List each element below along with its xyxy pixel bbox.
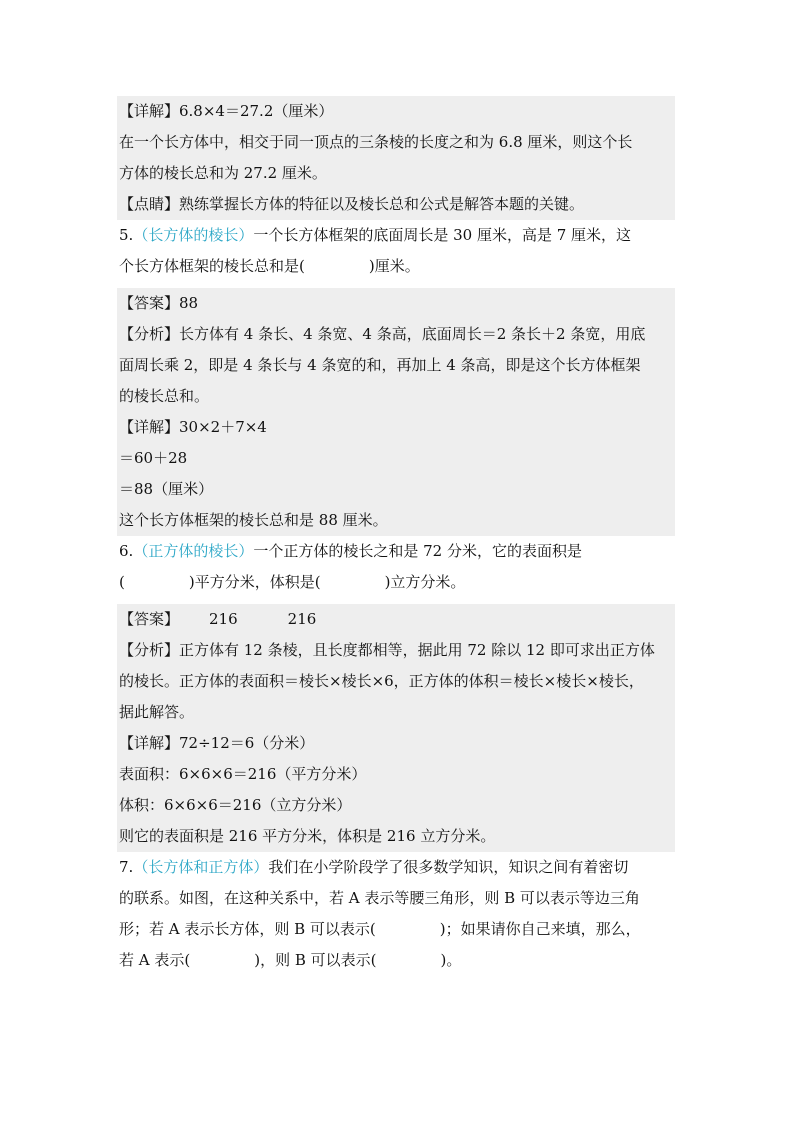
q6-analysis-line-2: 的棱长。正方体的表面积＝棱长×棱长×6，正方体的体积＝棱长×棱长×棱长， <box>117 666 675 697</box>
q7-stem-text-e: )。 <box>440 951 462 969</box>
q6-stem-line-1 <box>117 536 675 567</box>
q5-stem-line-2 <box>117 251 675 282</box>
q7-stem-line-1 <box>117 852 675 883</box>
q5-number: 5. <box>119 226 134 244</box>
q6-stem-text-c: )立方分米。 <box>384 573 466 591</box>
q6-topic-tag: （正方体的棱长） <box>133 542 254 560</box>
q4-point-line: 【点睛】熟练掌握长方体的特征以及棱长总和公式是解答本题的关键。 <box>117 189 675 220</box>
q6-detail-line-1: 【详解】72÷12＝6（分米） <box>117 728 675 759</box>
q6-number: 6. <box>119 542 134 560</box>
q7-stem-text: 我们在小学阶段学了很多数学知识，知识之间有着密切 <box>268 858 629 876</box>
q7-stem-text-c: 若 A 表示( <box>119 951 191 969</box>
q5-stem-text: 一个长方体框架的底面周长是 30 厘米，高是 7 厘米，这 <box>253 226 632 244</box>
q6-stem-text-b: )平方分米，体积是( <box>188 573 321 591</box>
q5-stem-line-1 <box>117 220 675 251</box>
q5-detail-line-2: ＝60＋28 <box>117 443 675 474</box>
q4-detail-line: 【详解】6.8×4＝27.2（厘米） <box>117 96 675 127</box>
q5-topic-tag: （长方体的棱长） <box>133 226 254 244</box>
q4-explain-line-2: 方体的棱长总和为 27.2 厘米。 <box>117 158 675 189</box>
q5-analysis-line-3: 的棱长总和。 <box>117 381 675 412</box>
q5-detail-line-1: 【详解】30×2＋7×4 <box>117 412 675 443</box>
q6-answer-label: 【答案】 <box>119 610 180 628</box>
q7-stem-text-d: )，则 B 可以表示( <box>254 951 377 969</box>
q7-number: 7. <box>119 858 134 876</box>
q7-stem-text-a: 形；若 A 表示长方体，则 B 可以表示( <box>119 920 376 938</box>
q5-answer-line: 【答案】88 <box>117 288 675 319</box>
q7-stem-line-4 <box>117 945 675 976</box>
q4-explain-line-1: 在一个长方体中，相交于同一顶点的三条棱的长度之和为 6.8 厘米，则这个长 <box>117 127 675 158</box>
q7-stem-line-3 <box>117 914 675 945</box>
q5-stem-text-b: )厘米。 <box>368 257 420 275</box>
q7-stem-text-b: )；如果请你自己来填，那么， <box>439 920 641 938</box>
document-content <box>117 96 675 976</box>
q6-answer-value-1: 216 <box>209 610 238 628</box>
q5-stem-text-a: 个长方体框架的棱长总和是( <box>119 257 305 275</box>
q6-analysis-line-3: 据此解答。 <box>117 697 675 728</box>
q7-stem-line-2: 的联系。如图，在这种关系中，若 A 表示等腰三角形，则 B 可以表示等边三角 <box>119 889 640 907</box>
q5-analysis-line-1: 【分析】长方体有 4 条长、4 条宽、4 条高，底面周长＝2 条长＋2 条宽，用底 <box>117 319 675 350</box>
q5-detail-line-3: ＝88（厘米） <box>117 474 675 505</box>
q6-detail-line-2: 表面积：6×6×6＝216（平方分米） <box>117 759 675 790</box>
q5-analysis-line-2: 面周长乘 2，即是 4 条长与 4 条宽的和，再加上 4 条高，即是这个长方体框架 <box>117 350 675 381</box>
q7-topic-tag: （长方体和正方体） <box>133 858 269 876</box>
q6-detail-line-3: 体积：6×6×6＝216（立方分米） <box>117 790 675 821</box>
q6-stem-text: 一个正方体的棱长之和是 72 分米，它的表面积是 <box>253 542 582 560</box>
q6-answer-line <box>117 604 675 635</box>
q6-stem-line-2 <box>117 567 675 598</box>
q6-detail-line-4: 则它的表面积是 216 平方分米，体积是 216 立方分米。 <box>117 821 675 852</box>
q6-stem-text-a: ( <box>119 573 125 591</box>
q6-answer-value-2: 216 <box>287 610 317 628</box>
q5-detail-line-4: 这个长方体框架的棱长总和是 88 厘米。 <box>117 505 675 536</box>
q6-analysis-line-1: 【分析】正方体有 12 条棱，且长度都相等，据此用 72 除以 12 即可求出正方体 <box>117 635 675 666</box>
